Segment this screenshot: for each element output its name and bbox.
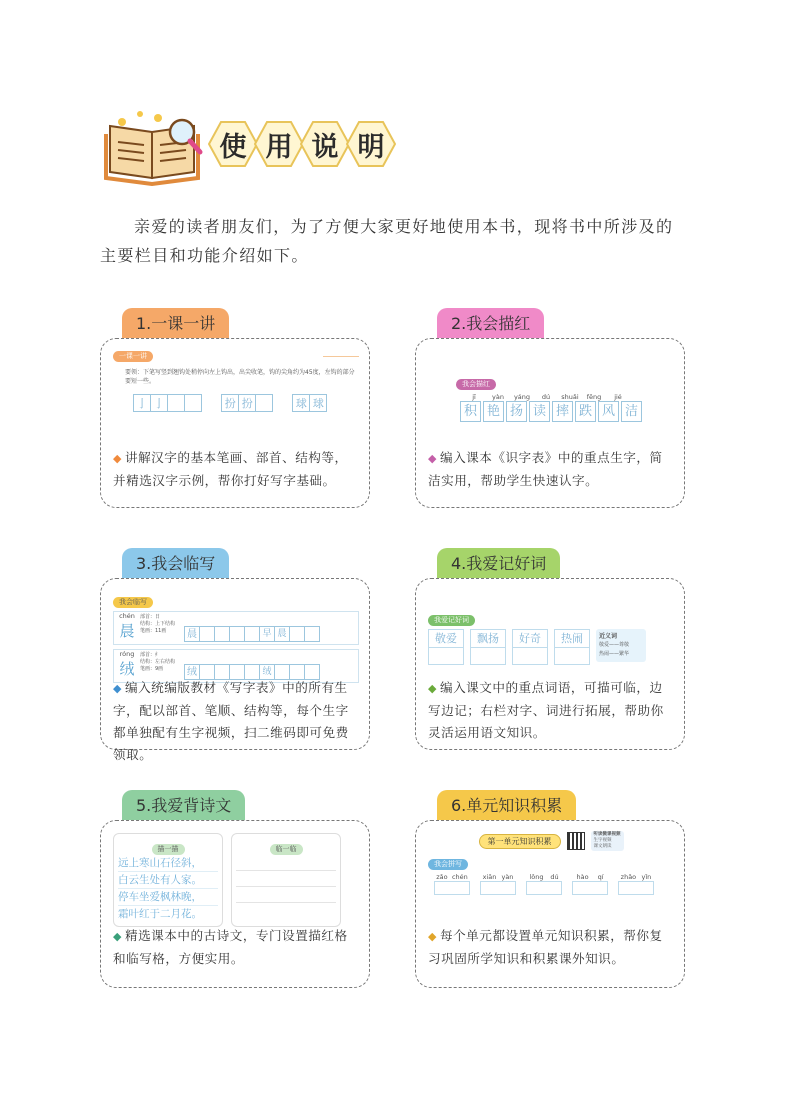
- pinyin-pair: [618, 873, 654, 895]
- section-description: ◆ 编入统编版教材《写字表》中的所有生字，配以部首、笔顺、结构等，每个生字都单独配有生字视频，扫二维码即可免费领取。: [113, 680, 349, 762]
- sample-chip: 我会临写: [113, 597, 153, 608]
- section-description: ◆ 编入课文中的重点词语，可描可临，边写边记；右栏对字、词进行拓展，帮助你灵活运用语文知识。: [428, 680, 664, 740]
- grid-cell: 扬: [506, 401, 527, 422]
- word-box: [512, 629, 548, 665]
- grid-cell: 绒: [184, 664, 200, 680]
- diamond-bullet-icon: ◆: [428, 930, 437, 943]
- grid-cell: [229, 626, 245, 642]
- grid-cell: [214, 626, 230, 642]
- trace-panel: [113, 833, 223, 927]
- grid-cell: 亅: [133, 394, 151, 412]
- grid-cell: [304, 626, 320, 642]
- section-tab: 3.我会临写: [122, 548, 229, 578]
- pinyin-pair: [572, 873, 608, 895]
- word-text: 敬爱: [429, 630, 463, 648]
- grid-cell: 早: [259, 626, 275, 642]
- pinyin-pair: [434, 873, 470, 895]
- pinyin-label: fēng: [586, 393, 602, 401]
- grid-cell: 洁: [621, 401, 642, 422]
- section-poems: [100, 790, 370, 990]
- grid-cell: 扮: [238, 394, 256, 412]
- pinyin-label: yáng: [513, 393, 531, 401]
- grid-cell: 绒: [259, 664, 275, 680]
- sample-illustration: [113, 833, 359, 927]
- grid-cell: 球: [292, 394, 310, 412]
- title-char: 明: [357, 131, 385, 163]
- pinyin-label: jī: [472, 393, 476, 401]
- sample-chip: 我会描红: [456, 379, 496, 390]
- title-char: 用: [265, 131, 293, 163]
- large-char: 晨: [119, 622, 135, 640]
- pinyin-label: róng: [119, 650, 135, 658]
- grid-cell: 摔: [552, 401, 573, 422]
- grid-cell: 球: [309, 394, 327, 412]
- grid-cell: [199, 626, 215, 642]
- section-copy-writing: [100, 548, 370, 762]
- sample-chip: 一课一讲: [113, 351, 153, 362]
- poem-line: 远上寒山石径斜，: [118, 855, 218, 872]
- word-box: [554, 629, 590, 665]
- section-good-words: [415, 548, 685, 753]
- section-box: [415, 578, 685, 750]
- pinyin-pair: [480, 873, 516, 895]
- grid-cell: [244, 626, 260, 642]
- sample-chip: 我会拼写: [428, 859, 468, 870]
- pinyin-label: hào: [576, 873, 589, 881]
- copy-panel: [231, 833, 341, 927]
- word-text: 好奇: [513, 630, 547, 648]
- pinyin-label: xiān: [482, 873, 497, 881]
- title-hex: [300, 120, 350, 168]
- sample-text: 要领：下笔写竖到翘钩处稍停向左上钩出，出尖收笔，钩的尖角约为45度，左钩的部分要短一些。: [125, 369, 355, 385]
- panel-label: 临一临: [270, 844, 303, 855]
- section-box: [415, 820, 685, 988]
- qr-item: 课文朗读: [593, 844, 612, 849]
- diamond-bullet-icon: ◆: [428, 682, 437, 695]
- synonym-sidebar: [596, 629, 646, 662]
- word-text: 飘扬: [471, 630, 505, 648]
- section-tab: 2.我会描红: [437, 308, 544, 338]
- diamond-bullet-icon: ◆: [113, 452, 122, 465]
- word-box: [470, 629, 506, 665]
- section-description: ◆ 讲解汉字的基本笔画、部首、结构等，并精选汉字示例，帮你打好写字基础。: [113, 450, 348, 488]
- pinyin-label: lǒng: [529, 873, 544, 881]
- pinyin-label: zhǎo: [620, 873, 637, 881]
- large-char: 绒: [119, 660, 135, 678]
- char-info: 结构：上下结构: [140, 621, 176, 627]
- grid-cell: 风: [598, 401, 619, 422]
- pinyin-label: chén: [119, 612, 135, 620]
- page-header: [100, 106, 420, 186]
- sample-illustration: [428, 607, 674, 665]
- pinyin-label: yàn: [492, 393, 504, 401]
- pinyin-label: jié: [614, 393, 622, 401]
- sidebar-title: 近义词: [599, 633, 618, 640]
- word-box: [428, 629, 464, 665]
- section-box: [100, 578, 370, 762]
- title-char: 说: [311, 131, 339, 163]
- grid-cell: 扮: [221, 394, 239, 412]
- grid-cell: [255, 394, 273, 412]
- qr-code-icon: [567, 832, 585, 850]
- title-hex: [208, 120, 258, 168]
- qr-info: [591, 831, 624, 851]
- section-box: [415, 338, 685, 508]
- char-info: 结构：左右结构: [140, 659, 176, 665]
- poem-line: 白云生处有人家。: [118, 872, 218, 889]
- title-char: 使: [219, 131, 247, 163]
- grid-cell: 跌: [575, 401, 596, 422]
- section-description: ◆ 每个单元都设置单元知识积累，帮你复习巩固所学知识和积累课外知识。: [428, 928, 663, 966]
- panel-label: 描一描: [152, 844, 185, 855]
- section-tab: 4.我爱记好词: [437, 548, 560, 578]
- sample-illustration: [428, 831, 674, 895]
- section-one-lesson: [100, 308, 370, 508]
- section-box: [100, 820, 370, 988]
- diamond-bullet-icon: ◆: [113, 930, 122, 943]
- pinyin-label: shuǎi: [561, 393, 579, 401]
- pinyin-label: yàn: [501, 873, 514, 881]
- intro-paragraph: 亲爱的读者朋友们，为了方便大家更好地使用本书，现将书中所涉及的主要栏目和功能介绍如下。: [100, 217, 674, 265]
- grid-cell: 亅: [150, 394, 168, 412]
- sample-illustration: [113, 351, 359, 413]
- unit-banner: 第一单元知识积累: [479, 834, 561, 849]
- title-hex: [346, 120, 396, 168]
- section-box: [100, 338, 370, 508]
- grid-cell: 晨: [184, 626, 200, 642]
- grid-cell: 读: [529, 401, 550, 422]
- sample-chip: 我爱记好词: [428, 615, 475, 626]
- poem-line: 停车坐爱枫林晚，: [118, 889, 218, 906]
- char-info: 部首：纟: [140, 652, 161, 658]
- sample-illustration: [456, 371, 656, 422]
- section-description: ◆ 编入课本《识字表》中的重点生字，简洁实用，帮助学生快速认字。: [428, 450, 663, 488]
- grid-cell: [167, 394, 185, 412]
- grid-cell: 艳: [483, 401, 504, 422]
- copy-row: [113, 611, 359, 645]
- open-book-icon: [100, 106, 204, 186]
- section-unit-knowledge: [415, 790, 685, 990]
- pinyin-label: zǎo: [436, 873, 448, 881]
- grid-cell: [184, 394, 202, 412]
- page-title: [208, 120, 392, 176]
- pinyin-label: dú: [541, 393, 551, 401]
- section-tracing: [415, 308, 685, 508]
- poem-line: 霜叶红于二月花。: [118, 908, 202, 920]
- section-description: ◆ 精选课本中的古诗文，专门设置描红格和临写格，方便实用。: [113, 928, 348, 966]
- pinyin-label: chén: [451, 873, 468, 881]
- pinyin-label: yǐn: [641, 873, 652, 881]
- title-hex: [254, 120, 304, 168]
- pinyin-label: dú: [550, 873, 559, 881]
- pinyin-label: qí: [597, 873, 604, 881]
- sidebar-line: 敬爱——尊敬: [599, 642, 630, 648]
- sidebar-line: 热闹——繁华: [599, 651, 630, 657]
- grid-cell: [289, 626, 305, 642]
- sample-illustration: [113, 589, 359, 683]
- grid-cell: 晨: [274, 626, 290, 642]
- section-tab: 6.单元知识积累: [437, 790, 576, 820]
- grid-cell: 积: [460, 401, 481, 422]
- word-text: 热闹: [555, 630, 589, 648]
- char-info: 笔画：11画: [140, 628, 167, 634]
- section-tab: 5.我爱背诗文: [122, 790, 245, 820]
- qr-item: 生字视频: [593, 838, 612, 843]
- pinyin-pair: [526, 873, 562, 895]
- char-info: 部首：日: [140, 614, 161, 620]
- char-info: 笔画：9画: [140, 666, 164, 672]
- diamond-bullet-icon: ◆: [113, 682, 122, 695]
- section-tab: 1.一课一讲: [122, 308, 229, 338]
- diamond-bullet-icon: ◆: [428, 452, 437, 465]
- qr-title: 听读微课视频: [593, 832, 621, 837]
